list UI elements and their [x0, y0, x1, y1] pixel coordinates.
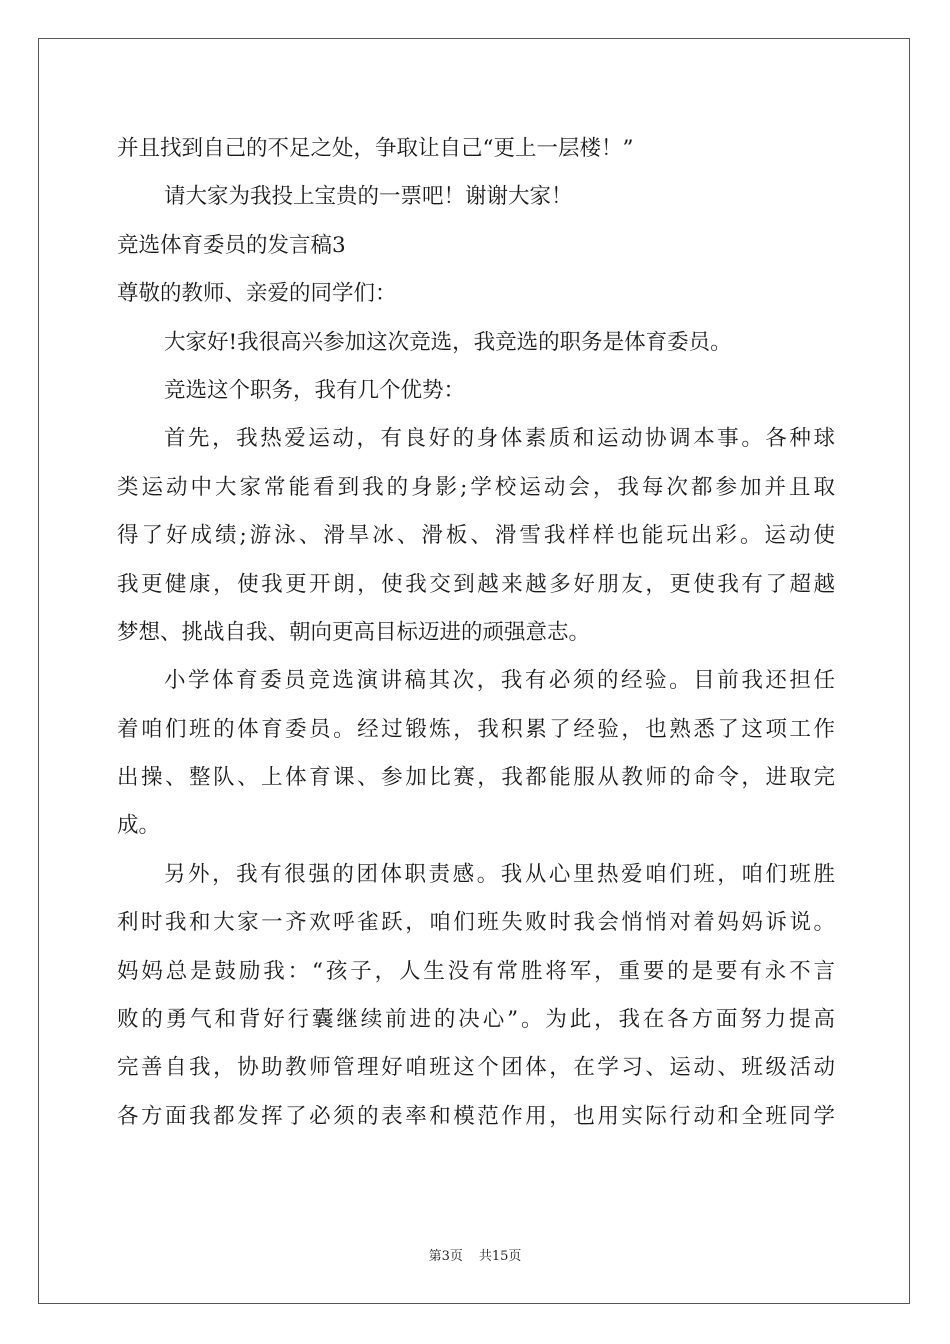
text-line: 出操、整队、上体育课、参加比赛，我都能服从教师的命令，进取完	[117, 765, 835, 791]
page-total: 共15页	[478, 1249, 522, 1264]
text-line: 妈妈总是鼓励我：“孩子，人生没有常胜将军，重要的是要有永不言	[117, 958, 835, 984]
text-line: 并且找到自己的不足之处，争取让自己“更上一层楼！”	[117, 136, 634, 161]
text-line: 我更健康，使我更开朗，使我交到越来越多好朋友，更使我有了超越	[117, 571, 835, 597]
text-line: 着咱们班的体育委员。经过锻炼，我积累了经验，也熟悉了这项工作	[117, 716, 835, 742]
text-line: 另外，我有很强的团体职责感。我从心里热爱咱们班，咱们班胜	[164, 861, 835, 887]
text-line: 竞选这个职务，我有几个优势：	[164, 377, 466, 403]
text-line: 大家好!我很高兴参加这次竞选，我竞选的职务是体育委员。	[164, 329, 732, 355]
text-line: 各方面我都发挥了必须的表率和模范作用，也用实际行动和全班同学	[117, 1103, 835, 1129]
text-line: 成。	[117, 813, 161, 839]
text-line: 败的勇气和背好行囊继续前进的决心”。为此，我在各方面努力提高	[117, 1007, 835, 1033]
text-line: 利时我和大家一齐欢呼雀跃，咱们班失败时我会悄悄对着妈妈诉说。	[117, 910, 835, 936]
document-body	[117, 125, 835, 1141]
page-footer	[0, 1245, 950, 1264]
text-line: 得了好成绩;游泳、滑旱冰、滑板、滑雪我样样也能玩出彩。运动使	[117, 523, 835, 549]
text-line: 小学体育委员竞选演讲稿其次，我有必须的经验。目前我还担任	[164, 668, 835, 694]
text-line: 梦想、挑战自我、朝向更高目标迈进的顽强意志。	[117, 619, 591, 645]
text-line: 竞选体育委员的发言稿3	[117, 232, 346, 258]
text-line: 首先，我热爱运动，有良好的身体素质和运动协调本事。各种球	[164, 426, 835, 452]
text-line: 完善自我，协助教师管理好咱班这个团体，在学习、运动、班级活动	[117, 1055, 835, 1081]
page-number: 第3页	[428, 1249, 463, 1264]
text-line: 类运动中大家常能看到我的身影;学校运动会，我每次都参加并且取	[117, 474, 835, 500]
text-line: 请大家为我投上宝贵的一票吧！谢谢大家！	[164, 184, 573, 210]
text-line: 尊敬的教师、亲爱的同学们：	[117, 281, 397, 307]
